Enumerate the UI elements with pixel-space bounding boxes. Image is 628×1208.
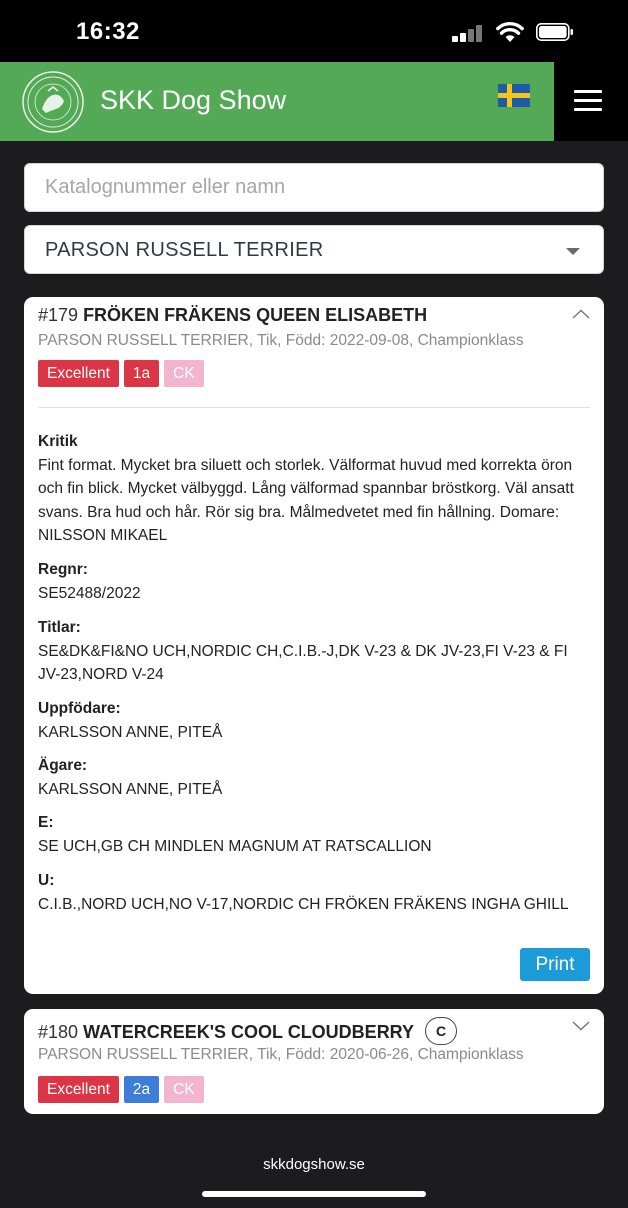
battery-icon bbox=[536, 23, 574, 41]
kritik-label: Kritik bbox=[38, 433, 78, 450]
app-title: SKK Dog Show bbox=[100, 85, 287, 115]
breed-select[interactable] bbox=[24, 225, 604, 274]
badge-row bbox=[38, 1076, 209, 1104]
breed-select-value: PARSON RUSSELL TERRIER bbox=[45, 239, 324, 261]
breeder-value: KARLSSON ANNE, PITEÅ bbox=[38, 723, 223, 741]
entry-card bbox=[24, 1009, 604, 1114]
regnr-value: SE52488/2022 bbox=[38, 584, 141, 602]
entry-subtitle: PARSON RUSSELL TERRIER, Tik, Född: 2022-09-08, Championklass bbox=[38, 332, 524, 349]
titlar-value: SE&DK&FI&NO UCH,NORDIC CH,C.I.B.-J,DK V-23 & DK JV-23,FI V-23 & FI JV-23,NORD V-24 bbox=[38, 642, 568, 683]
placement-badge: 2a bbox=[124, 1076, 159, 1103]
entry-title[interactable] bbox=[38, 305, 427, 326]
sire-label: E: bbox=[38, 814, 54, 831]
dam-section bbox=[38, 869, 593, 916]
regnr-label: Regnr: bbox=[38, 561, 88, 578]
sire-section bbox=[38, 811, 593, 858]
entry-name: WATERCREEK'S COOL CLOUDBERRY bbox=[83, 1021, 415, 1042]
award-badge: CK bbox=[164, 1076, 204, 1103]
breeder-label: Uppfödare: bbox=[38, 700, 121, 717]
c-tag-badge: C bbox=[425, 1017, 457, 1045]
entry-name: FRÖKEN FRÄKENS QUEEN ELISABETH bbox=[83, 305, 428, 325]
placement-badge: 1a bbox=[124, 360, 159, 387]
grade-badge: Excellent bbox=[38, 360, 119, 387]
entry-card bbox=[24, 297, 604, 994]
footer-link[interactable]: skkdogshow.se bbox=[263, 1156, 365, 1173]
status-bar bbox=[0, 0, 628, 62]
owner-value: KARLSSON ANNE, PITEÅ bbox=[38, 780, 223, 798]
titlar-section bbox=[38, 616, 593, 687]
award-badge: CK bbox=[164, 360, 204, 387]
entry-subtitle: PARSON RUSSELL TERRIER, Tik, Född: 2020-06-26, Championklass bbox=[38, 1046, 524, 1063]
caret-down-icon bbox=[566, 248, 580, 255]
wifi-icon bbox=[496, 21, 524, 43]
breeder-section bbox=[38, 697, 593, 744]
regnr-section bbox=[38, 558, 593, 605]
swedish-flag-icon[interactable] bbox=[498, 84, 530, 107]
home-indicator bbox=[202, 1191, 426, 1197]
kritik-text: Fint format. Mycket bra siluett och storlek. Välformat huvud med korrekta öron och fin blick. Mycket välbyggd. Lång välformad spannbar bröstkorg. Väl ansatt svans. Bra hud och hår. Rör sig bra. Målmedvetet med fin hållning. Domare: NILSSON MIKAEL bbox=[38, 456, 574, 544]
chevron-down-icon[interactable] bbox=[572, 1021, 590, 1031]
skk-logo-icon[interactable] bbox=[22, 71, 84, 133]
owner-section bbox=[38, 754, 593, 801]
divider bbox=[38, 407, 590, 408]
titlar-label: Titlar: bbox=[38, 619, 81, 636]
status-time: 16:32 bbox=[76, 18, 140, 45]
grade-badge: Excellent bbox=[38, 1076, 119, 1103]
owner-label: Ägare: bbox=[38, 757, 88, 774]
menu-area bbox=[554, 62, 628, 141]
entry-title[interactable] bbox=[38, 1019, 457, 1047]
badge-row bbox=[38, 360, 209, 388]
sire-value: SE UCH,GB CH MINDLEN MAGNUM AT RATSCALLION bbox=[38, 837, 432, 855]
hamburger-menu-icon[interactable] bbox=[574, 90, 604, 112]
dam-label: U: bbox=[38, 872, 55, 889]
kritik-section bbox=[38, 430, 593, 548]
dam-value: C.I.B.,NORD UCH,NO V-17,NORDIC CH FRÖKEN FRÄKENS INGHA GHILL bbox=[38, 895, 569, 913]
entry-number: #180 bbox=[38, 1021, 79, 1042]
chevron-up-icon[interactable] bbox=[572, 309, 590, 319]
cellular-signal-icon bbox=[452, 24, 486, 42]
app-header bbox=[0, 62, 554, 141]
search-input[interactable] bbox=[24, 163, 604, 212]
entry-number: #179 bbox=[38, 305, 79, 325]
print-button[interactable]: Print bbox=[520, 948, 590, 981]
